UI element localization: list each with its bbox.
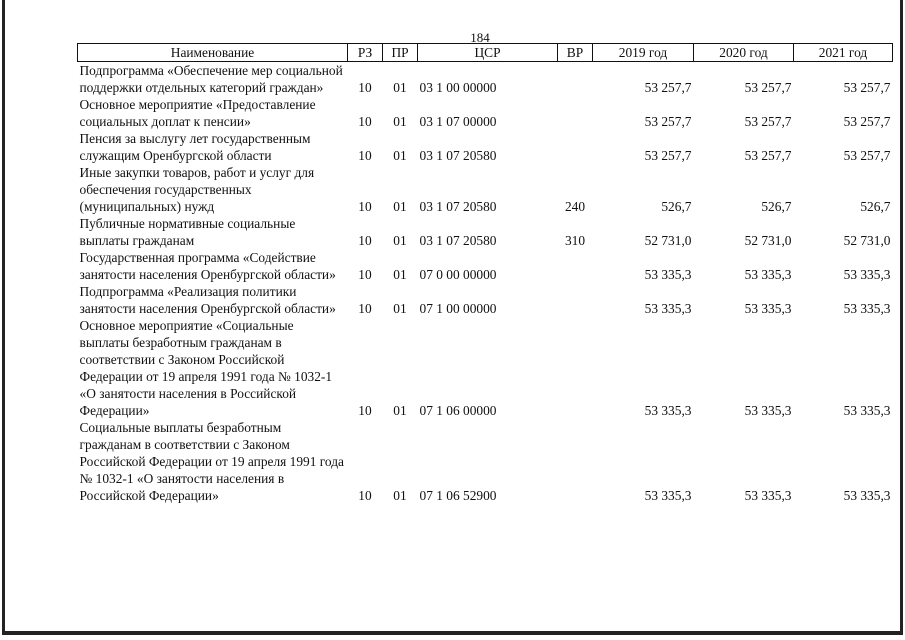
row-2019: 52 731,0 [644,233,692,248]
row-pr: 01 [393,267,407,282]
budget-table [77,43,893,504]
row-pr: 01 [393,148,407,163]
row-2020: 53 257,7 [744,148,792,163]
row-rz: 10 [358,301,372,316]
row-csr: 03 1 07 20580 [419,148,497,163]
row-2019: 53 257,7 [644,148,692,163]
row-2021: 53 257,7 [843,114,891,129]
header-2019: 2019 год [593,44,694,62]
row-2021: 53 257,7 [843,80,891,95]
page-frame-bottom [2,631,903,635]
row-2019: 526,7 [661,199,692,214]
row-name: Основное мероприятие «Социальные выплаты безработным гражданам в соответствии с Законом Российской Федерации от 19 апреля 1991 года № 1032-1 «О занятости населения в Российской Федерации» [79,318,333,418]
row-2020: 526,7 [761,199,792,214]
row-vr [558,283,593,317]
row-2021: 53 335,3 [843,488,891,503]
header-pr: ПР [383,44,418,62]
table-row [78,164,893,215]
row-csr: 07 1 06 52900 [419,488,497,503]
row-2020: 53 257,7 [744,114,792,129]
row-pr: 01 [393,301,407,316]
row-2021: 53 257,7 [843,148,891,163]
row-pr: 01 [393,80,407,95]
table-row [78,249,893,283]
row-vr [558,419,593,504]
row-vr [558,249,593,283]
row-2019: 53 335,3 [644,267,692,282]
row-rz: 10 [358,488,372,503]
row-2020: 53 335,3 [744,403,792,418]
table-row [78,283,893,317]
header-2020: 2020 год [694,44,794,62]
row-vr: 240 [564,199,586,214]
page-number: 184 [470,30,490,45]
header-csr: ЦСР [418,44,558,62]
header-rz: РЗ [348,44,383,62]
table-row [78,419,893,504]
row-rz: 10 [358,267,372,282]
row-pr: 01 [393,403,407,418]
row-rz: 10 [358,233,372,248]
row-2019: 53 335,3 [644,488,692,503]
page-frame-right [900,0,903,634]
row-vr [558,317,593,419]
row-name: Публичные нормативные социальные выплаты гражданам [79,216,296,248]
row-2021: 526,7 [860,199,891,214]
header-2021: 2021 год [794,44,893,62]
row-2021: 53 335,3 [843,267,891,282]
table-header [78,44,893,62]
row-name: Основное мероприятие «Предоставление социальных доплат к пенсии» [79,97,316,129]
row-name: Государственная программа «Содействие занятости населения Оренбургской области» [79,250,336,282]
row-pr: 01 [393,114,407,129]
row-pr: 01 [393,488,407,503]
row-name: Подпрограмма «Обеспечение мер социальной поддержки отдельных категорий граждан» [79,63,343,95]
row-vr [558,62,593,97]
row-name: Подпрограмма «Реализация политики занятости населения Оренбургской области» [79,284,336,316]
table-row [78,96,893,130]
page-frame-left [2,0,5,634]
row-2019: 53 335,3 [644,301,692,316]
row-rz: 10 [358,80,372,95]
table-row [78,215,893,249]
table-body [78,62,893,505]
header-vr: ВР [558,44,593,62]
header-name: Наименование [78,44,348,62]
row-name: Социальные выплаты безработным гражданам в соответствии с Законом Российской Федерации от 19 апреля 1991 года № 1032-1 «О занятости населения в Российской Федерации» [79,420,344,503]
row-2020: 53 257,7 [744,80,792,95]
row-2020: 53 335,3 [744,301,792,316]
row-2020: 53 335,3 [744,267,792,282]
table-row [78,62,893,97]
row-rz: 10 [358,403,372,418]
row-rz: 10 [358,199,372,214]
table-row [78,130,893,164]
row-2019: 53 257,7 [644,114,692,129]
row-vr [558,130,593,164]
row-csr: 03 1 00 00000 [419,80,497,95]
table-row [78,317,893,419]
row-csr: 03 1 07 20580 [419,233,497,248]
row-name: Пенсия за выслугу лет государственным служащим Оренбургской области [79,131,311,163]
row-2019: 53 335,3 [644,403,692,418]
row-csr: 07 1 06 00000 [419,403,497,418]
row-vr: 310 [564,233,586,248]
row-csr: 07 0 00 00000 [419,267,497,282]
row-2021: 52 731,0 [843,233,891,248]
row-csr: 07 1 00 00000 [419,301,497,316]
row-vr [558,96,593,130]
row-csr: 03 1 07 00000 [419,114,497,129]
row-2020: 52 731,0 [744,233,792,248]
row-2021: 53 335,3 [843,403,891,418]
row-pr: 01 [393,199,407,214]
row-csr: 03 1 07 20580 [419,199,497,214]
row-name: Иные закупки товаров, работ и услуг для обеспечения государственных (муниципальных) нужд [79,165,315,214]
row-pr: 01 [393,233,407,248]
row-2020: 53 335,3 [744,488,792,503]
row-2021: 53 335,3 [843,301,891,316]
row-2019: 53 257,7 [644,80,692,95]
row-rz: 10 [358,148,372,163]
row-rz: 10 [358,114,372,129]
